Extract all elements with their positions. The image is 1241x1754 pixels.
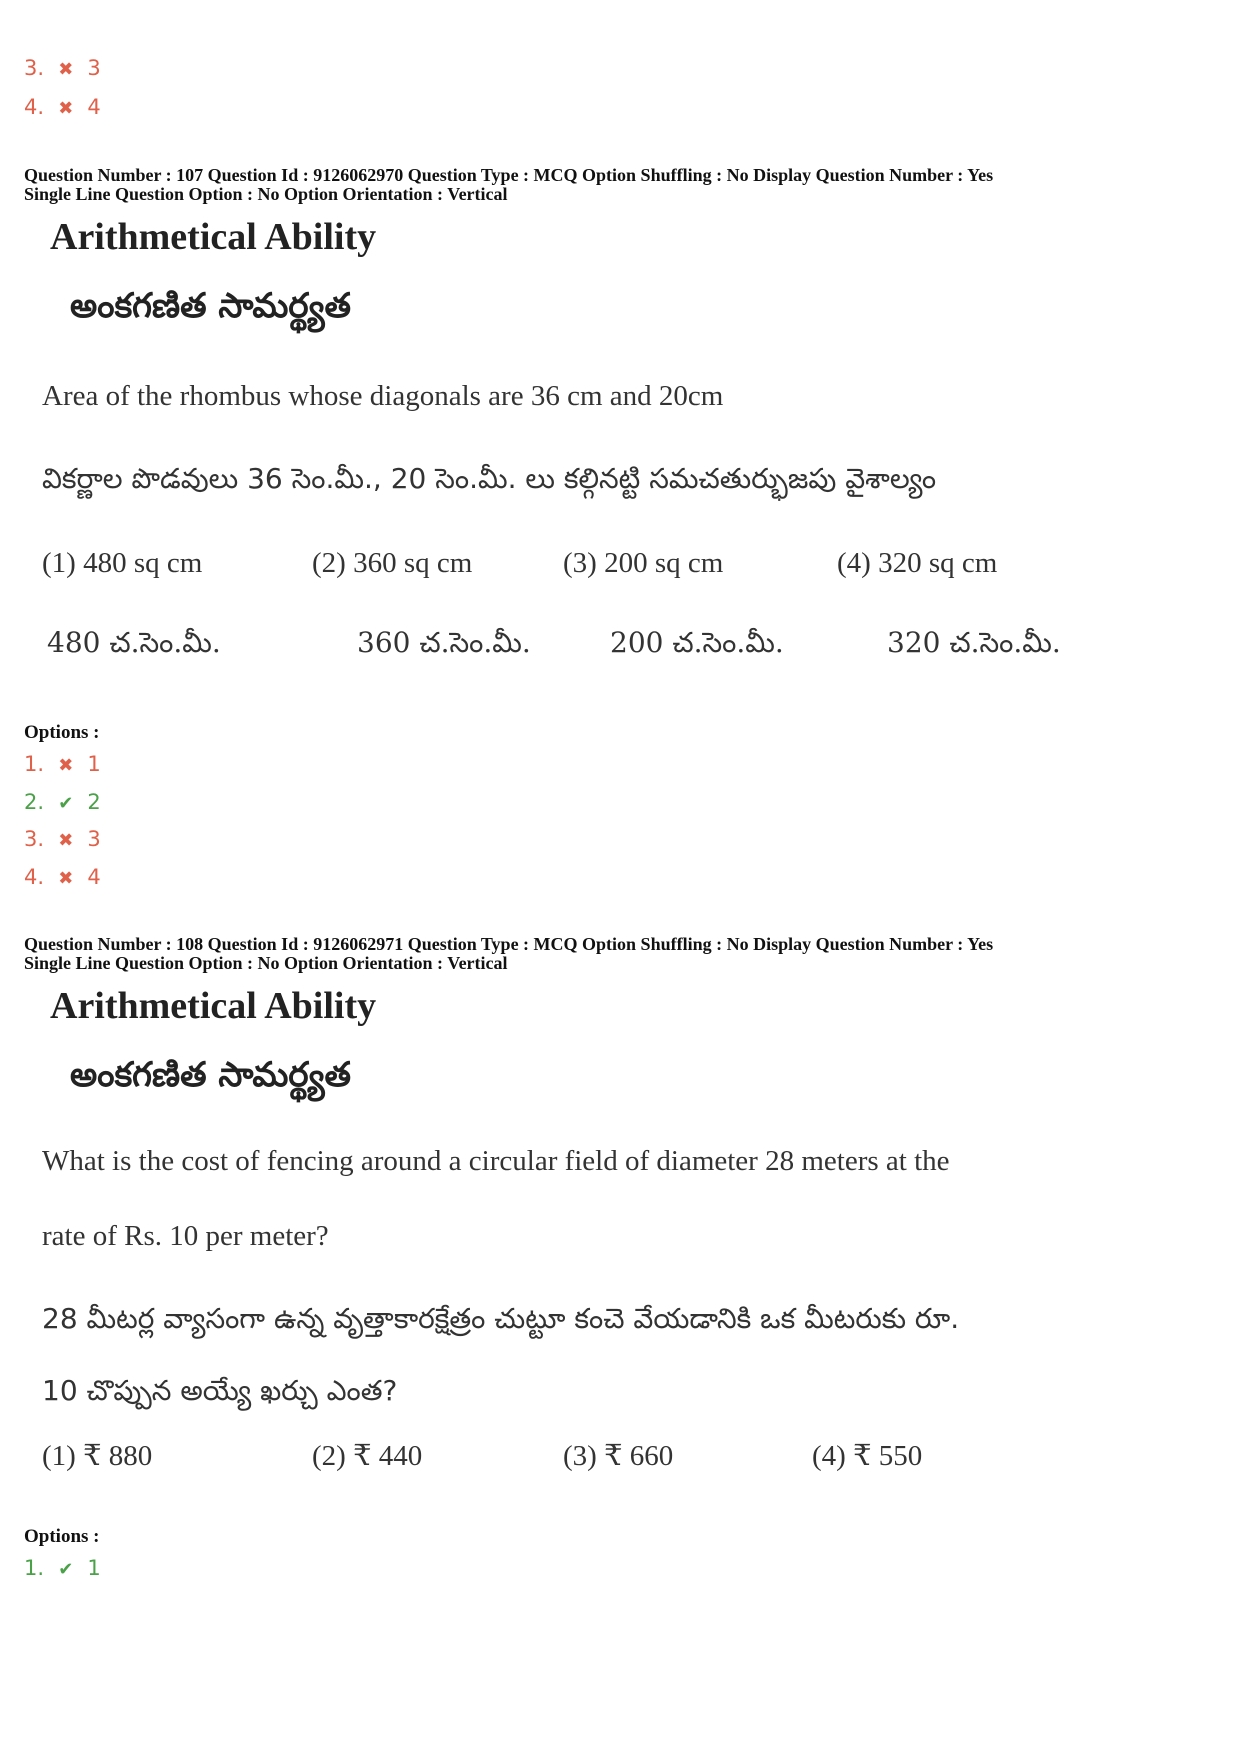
question-text-telugu: 10 చొప్పున అయ్యే ఖర్చు ఎంత? [42,1374,398,1407]
section-title: Arithmetical Ability [50,985,377,1027]
option-number: 4. [24,95,45,119]
question-text: What is the cost of fencing around a circular field of diameter 28 meters at the [42,1145,950,1177]
meta-line: Single Line Question Option : No Option Orientation : Vertical [24,184,508,204]
check-icon: ✔ [58,793,74,814]
question-text: Area of the rhombus whose diagonals are 36 cm and 20cm [42,380,724,412]
option-value: 2 [87,790,101,814]
cross-icon: ✖ [58,98,74,119]
question-text-telugu: వికర్ణాల పొడవులు 36 సెం.మీ., 20 సెం.మీ. లు కల్గినట్టి సమచతుర్భుజపు వైశాల్యం [42,462,937,495]
option-row [24,752,101,776]
option-value: 4 [87,865,101,889]
option-row [24,1556,101,1580]
option-row [24,790,101,814]
cross-icon: ✖ [58,755,74,776]
option-value: 3 [87,56,101,80]
cross-icon: ✖ [58,868,74,889]
cross-icon: ✖ [58,830,74,851]
choice-telugu: 200 చ.సెం.మీ. [610,626,784,659]
meta-line: Question Number : 108 Question Id : 9126062971 Question Type : MCQ Option Shuffling : No Display Question Number : Yes [24,934,994,954]
meta-line: Question Number : 107 Question Id : 9126062970 Question Type : MCQ Option Shuffling : No Display Question Number : Yes [24,165,994,185]
option-number: 3. [24,827,45,851]
option-value: 1 [87,1556,101,1580]
option-value: 4 [87,95,101,119]
option-number: 3. [24,56,45,80]
question-meta [24,935,993,973]
options-label: Options : [24,1526,100,1547]
meta-line: Single Line Question Option : No Option Orientation : Vertical [24,953,508,973]
question-meta [24,166,993,204]
section-title-telugu: అంకగణిత సామర్థ్యత [70,1055,351,1095]
option-number: 1. [24,1556,45,1580]
check-icon: ✔ [58,1559,74,1580]
section-title-telugu: అంకగణిత సామర్థ్యత [70,286,351,326]
choice: (2) 360 sq cm [312,547,473,579]
choice: (3) ₹ 660 [563,1440,674,1472]
option-number: 4. [24,865,45,889]
choice: (3) 200 sq cm [563,547,724,579]
choice: (1) ₹ 880 [42,1440,153,1472]
option-row [24,827,101,851]
option-row [24,56,101,80]
choice: (1) 480 sq cm [42,547,203,579]
option-row [24,95,101,119]
choice-telugu: 320 చ.సెం.మీ. [887,626,1061,659]
choice: (2) ₹ 440 [312,1440,423,1472]
choice: (4) 320 sq cm [837,547,998,579]
option-value: 1 [87,752,101,776]
choice: (4) ₹ 550 [812,1440,923,1472]
question-text: rate of Rs. 10 per meter? [42,1220,329,1252]
option-number: 2. [24,790,45,814]
section-title: Arithmetical Ability [50,216,377,258]
option-row [24,865,101,889]
options-label: Options : [24,722,100,743]
choice-telugu: 480 చ.సెం.మీ. [47,626,221,659]
cross-icon: ✖ [58,59,74,80]
choice-telugu: 360 చ.సెం.మీ. [357,626,531,659]
option-number: 1. [24,752,45,776]
option-value: 3 [87,827,101,851]
question-text-telugu: 28 మీటర్ల వ్యాసంగా ఉన్న వృత్తాకారక్షేత్రం చుట్టూ కంచె వేయడానికి ఒక మీటరుకు రూ. [42,1302,960,1335]
